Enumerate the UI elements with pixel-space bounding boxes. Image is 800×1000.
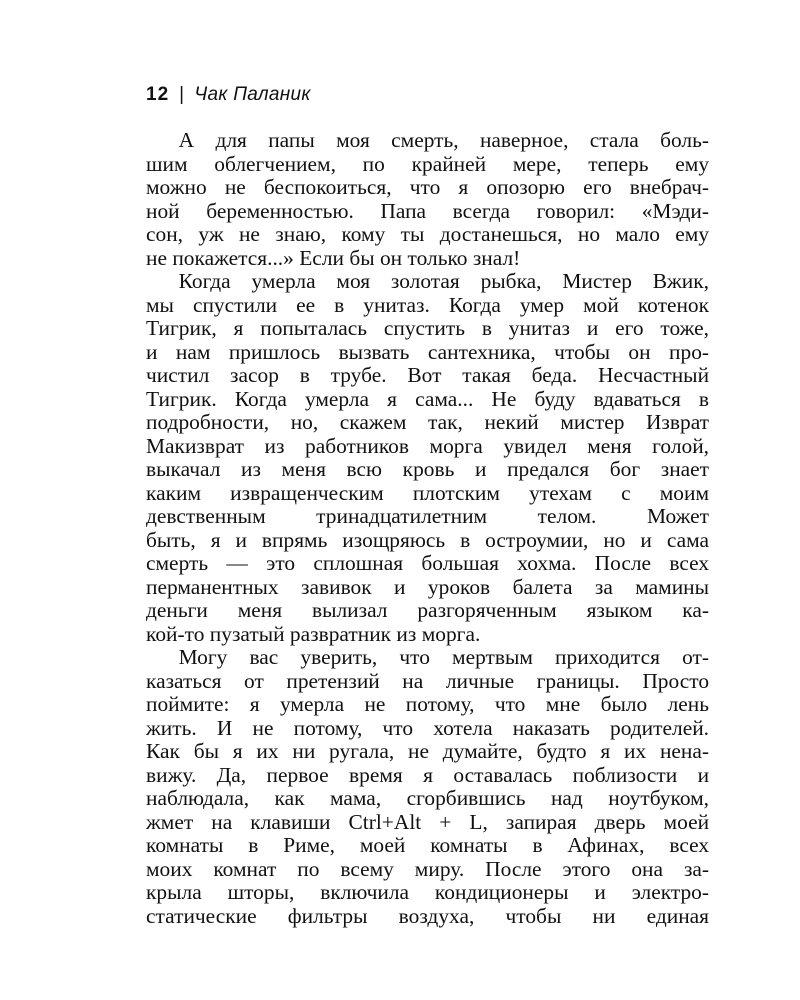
text-line: можно не беспокоиться, что я опозорю его внебрач- (146, 175, 710, 199)
text-line: крыла шторы, включила кондиционеры и электро- (146, 880, 710, 904)
page-number: 12 (146, 84, 170, 105)
text-line: казаться от претензий на личные границы. Просто (146, 668, 710, 693)
text-line: Когда умерла моя золотая рыбка, Мистер Вжик, (178, 269, 710, 293)
text-line: наблюдала, как мама, сгорбившись над ноутбуком, (146, 786, 710, 810)
text-line: мы спустили ее в унитаз. Когда умер мой котенок (146, 292, 710, 317)
text-line: кой-то пузатый развратник из морга. (146, 621, 481, 646)
running-head (146, 84, 311, 106)
text-line: и нам пришлось вызвать сантехника, чтобы он про- (146, 339, 710, 364)
text-line: чистил засор в трубе. Вот такая беда. Несчастный (146, 363, 710, 387)
text-line: выкачал из меня всю кровь и предался бог знает (146, 457, 710, 481)
text-line: Тигрик. Когда умерла я сама... Не буду вдаваться в (146, 386, 710, 411)
text-line: сон, уж не знаю, кому ты достанешься, но мало ему (146, 222, 710, 246)
text-line: деньги меня вылизал разгоряченным языком ка- (146, 598, 710, 622)
text-line: не покажется...» Если бы он только знал! (146, 245, 521, 270)
text-line: моих комнат по всему миру. После этого она за- (146, 856, 710, 881)
header-separator: | (179, 84, 185, 105)
text-line: быть, я и впрямь изощряюсь в остроумии, но и сама (146, 527, 710, 552)
text-line: комнаты в Риме, моей комнаты в Афинах, всех (146, 833, 710, 857)
text-line: Тигрик, я попыталась спустить в унитаз и его тоже, (146, 316, 710, 340)
text-line: каким извращенческим плотским утехам с моим (146, 480, 710, 505)
text-line: жить. И не потому, что хотела наказать родителей. (146, 715, 710, 740)
text-line: А для папы моя смерть, наверное, стала боль- (178, 128, 710, 152)
text-line: девственным тринадцатилетним телом. Может (146, 504, 710, 528)
text-line: поймите: я умерла не потому, что мне было лень (146, 692, 710, 716)
text-line: вижу. Да, первое время я оставалась поблизости и (146, 762, 710, 787)
text-line: жмет на клавиши Ctrl+Alt + L, запирая дверь моей (146, 809, 710, 834)
text-line: Макизврат из работников морга увидел меня голой, (146, 433, 710, 458)
text-line: смерть — это сплошная большая хохма. После всех (146, 551, 710, 575)
text-line: Могу вас уверить, что мертвым приходится от- (178, 645, 710, 669)
body-text (146, 129, 709, 928)
text-line: статические фильтры воздуха, чтобы ни единая (146, 903, 710, 928)
text-line: подробности, но, скажем так, некий мистер Изврат (146, 410, 710, 434)
text-line: перманентных завивок и уроков балета за мамины (146, 574, 710, 599)
text-line: шим облегчением, по крайней мере, теперь ему (146, 151, 710, 176)
text-line: ной беременностью. Папа всегда говорил: «Мэди- (146, 198, 710, 223)
text-line: Как бы я их ни ругала, не думайте, будто я их нена- (146, 739, 710, 763)
author-name: Чак Паланик (194, 84, 311, 105)
